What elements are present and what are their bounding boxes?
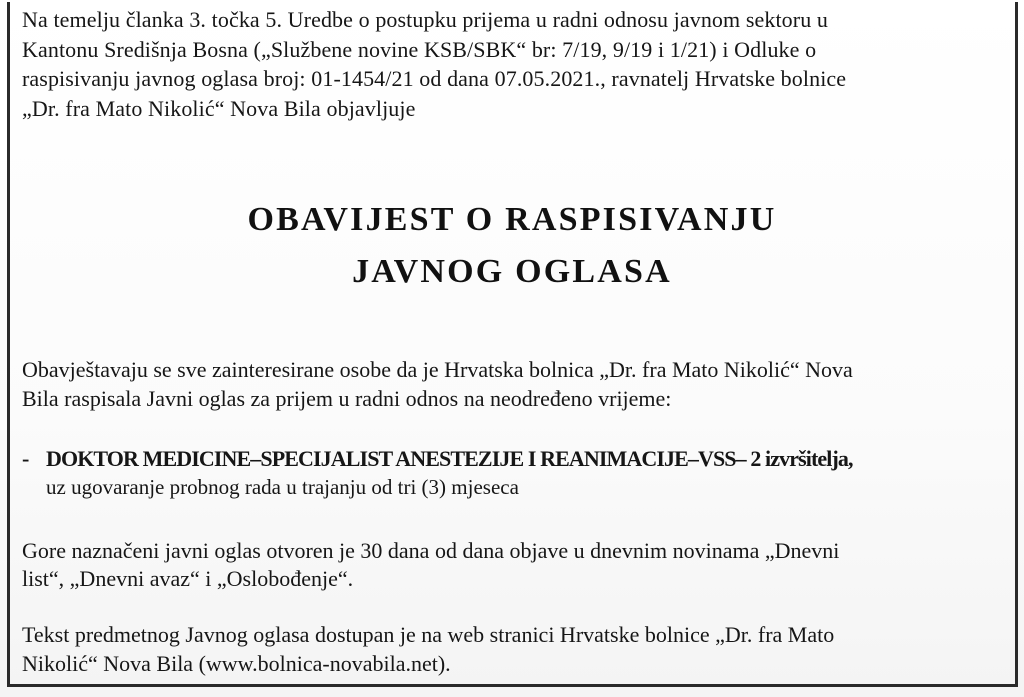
- notice-line-2: Bila raspisala Javni oglas za prijem u radni odnos na neodređeno vrijeme:: [22, 386, 672, 411]
- position-detail: uz ugovaranje probnog rada u trajanju od tri (3) mjeseca: [46, 475, 519, 499]
- notice-title-line-2: JAVNOG OGLASA: [352, 253, 672, 290]
- position-title: DOKTOR MEDICINE–SPECIJALIST ANESTEZIJE I REANIMACIJE–VSS– 2 izvršitelja,: [46, 446, 853, 471]
- open-period-line-1: Gore naznačeni javni oglas otvoren je 30 dana od dana objave u dnevnim novinama „Dnevni: [22, 538, 840, 563]
- intro-line-3: raspisivanju javnog oglasa broj: 01-1454/21 od dana 07.05.2021., ravnatelj Hrvatske bolnice: [22, 66, 847, 91]
- availability-line-2: Nikolić“ Nova Bila (www.bolnica-novabila.net).: [22, 651, 451, 676]
- open-period-line-2: list“, „Dnevni avaz“ i „Oslobođenje“.: [22, 566, 354, 591]
- notice-title-line-1: OBAVIJEST O RASPISIVANJU: [247, 201, 777, 238]
- intro-line-2: Kantonu Središnja Bosna („Službene novine KSB/SBK“ br: 7/19, 9/19 i 1/21) i Odluke o: [22, 37, 817, 62]
- availability-line-1: Tekst predmetnog Javnog oglasa dostupan je na web stranici Hrvatske bolnice „Dr. fra Mato: [22, 622, 835, 647]
- position-bullet: -: [22, 446, 30, 471]
- intro-line-1: Na temelju članka 3. točka 5. Uredbe o postupku prijema u radni odnosu javnom sektoru u: [22, 7, 829, 32]
- intro-line-4: „Dr. fra Mato Nikolić“ Nova Bila objavljuje: [22, 96, 416, 121]
- notice-line-1: Obavještavaju se sve zainteresirane osobe da je Hrvatska bolnica „Dr. fra Mato Nikolić“ Nova: [22, 357, 853, 382]
